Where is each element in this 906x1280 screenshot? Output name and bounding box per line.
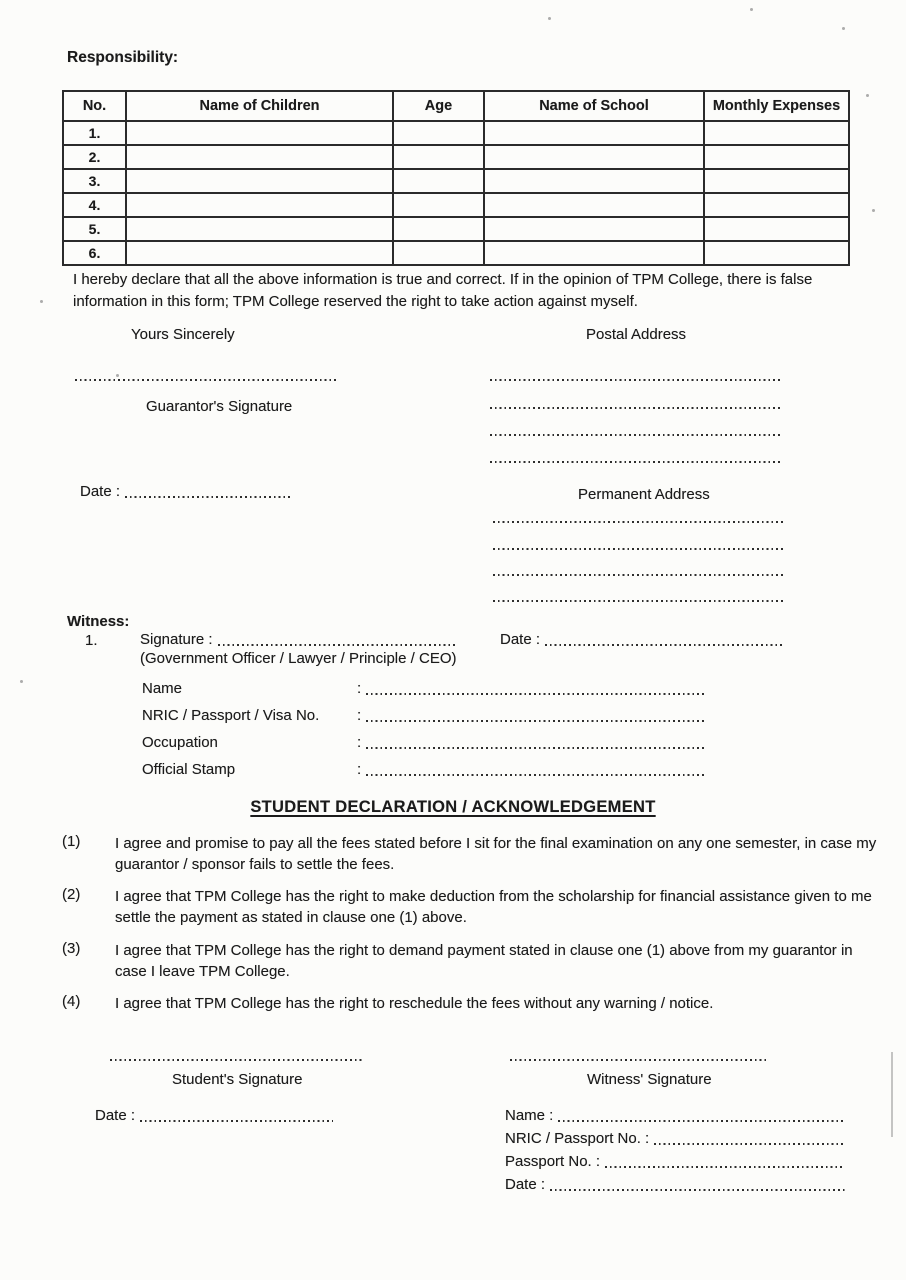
cell-name-of-children <box>126 241 393 265</box>
header-name-of-school: Name of School <box>484 91 704 121</box>
guarantor-date-label: Date : <box>80 483 121 500</box>
student-date-line <box>140 1107 333 1124</box>
row-number: 3. <box>63 169 126 193</box>
table-row <box>63 193 849 217</box>
permanent-address-line <box>493 588 785 602</box>
footer-witness-passport-line <box>605 1153 845 1170</box>
clause-number: (2) <box>62 886 81 903</box>
witness-name-line <box>366 680 707 697</box>
clause-number: (3) <box>62 940 81 957</box>
witness-occupation-line <box>366 734 707 751</box>
postal-address-line <box>490 367 782 381</box>
scan-speck <box>750 8 753 11</box>
guarantor-signature-caption: Guarantor's Signature <box>146 398 293 415</box>
scan-speck <box>548 17 551 20</box>
permanent-address-line <box>493 509 785 523</box>
witness-field-label-nric: NRIC / Passport / Visa No. <box>142 707 320 724</box>
scan-speck <box>866 94 869 97</box>
cell-monthly-expenses <box>704 217 849 241</box>
header-no: No. <box>63 91 126 121</box>
cell-name-of-school <box>484 121 704 145</box>
witness-signature-label: Signature : <box>140 631 213 648</box>
cell-monthly-expenses <box>704 169 849 193</box>
witness-signature-field <box>140 631 458 648</box>
witness-field-label-occupation: Occupation <box>142 734 218 751</box>
student-signature-line <box>110 1047 362 1061</box>
cell-name-of-school <box>484 241 704 265</box>
scan-streak <box>891 1052 893 1137</box>
witness-nric-line <box>366 707 707 724</box>
witness-field-nric <box>357 707 707 724</box>
row-number: 4. <box>63 193 126 217</box>
header-age: Age <box>393 91 484 121</box>
header-name-of-children: Name of Children <box>126 91 393 121</box>
postal-address-line <box>490 422 782 436</box>
cell-name-of-school <box>484 193 704 217</box>
row-number: 5. <box>63 217 126 241</box>
cell-age <box>393 241 484 265</box>
table-row <box>63 145 849 169</box>
cell-name-of-children <box>126 217 393 241</box>
table-row <box>63 121 849 145</box>
postal-address-line <box>490 449 782 463</box>
witness-qualifier: (Government Officer / Lawyer / Principle / CEO) <box>140 650 457 667</box>
scan-speck <box>842 27 845 30</box>
cell-name-of-children <box>126 121 393 145</box>
footer-witness-name-field <box>505 1107 845 1124</box>
footer-witness-name-line <box>558 1107 845 1124</box>
witness-field-label-name: Name <box>142 680 183 697</box>
footer-witness-date-label: Date : <box>505 1176 546 1193</box>
witness-field-occupation <box>357 734 707 751</box>
witness-signature-line-footer <box>510 1047 766 1061</box>
footer-witness-passport-label: Passport No. : <box>505 1153 601 1170</box>
table-header-row <box>63 91 849 121</box>
student-signature-caption: Student's Signature <box>172 1071 303 1088</box>
clause-text: I agree that TPM College has the right to reschedule the fees without any warning / notice. <box>115 995 714 1012</box>
yours-sincerely-label: Yours Sincerely <box>131 326 235 343</box>
cell-age <box>393 145 484 169</box>
guarantor-date-field <box>80 483 292 500</box>
cell-monthly-expenses <box>704 193 849 217</box>
colon: : <box>357 680 362 697</box>
responsibility-table <box>62 90 850 266</box>
cell-name-of-children <box>126 169 393 193</box>
footer-witness-nric-label: NRIC / Passport No. : <box>505 1130 650 1147</box>
cell-monthly-expenses <box>704 121 849 145</box>
postal-address-line <box>490 395 782 409</box>
row-number: 2. <box>63 145 126 169</box>
witness-date-field <box>500 631 784 648</box>
witness-official-stamp-line <box>366 761 707 778</box>
scan-speck <box>872 209 875 212</box>
witness-signature-caption: Witness' Signature <box>587 1071 712 1088</box>
witness-heading: Witness: <box>67 613 130 630</box>
cell-name-of-school <box>484 217 704 241</box>
row-number: 1. <box>63 121 126 145</box>
declaration-paragraph: I hereby declare that all the above information is true and correct. If in the opinion of TPM College, there is false information in this form; TPM College reserved the right to take action against myself. <box>73 271 813 310</box>
clause-text: I agree that TPM College has the right to demand payment stated in clause one (1) above from my guarantor in case I leave TPM College. <box>115 942 853 980</box>
student-date-field <box>95 1107 333 1124</box>
table-row <box>63 169 849 193</box>
guarantor-signature-line <box>75 367 337 381</box>
footer-witness-nric-line <box>654 1130 845 1147</box>
table-row <box>63 241 849 265</box>
clause-text: I agree and promise to pay all the fees stated before I sit for the final examination on any one semester, in case my guarantor / sponsor fails to settle the fees. <box>115 835 877 873</box>
cell-age <box>393 121 484 145</box>
colon: : <box>357 734 362 751</box>
cell-name-of-school <box>484 169 704 193</box>
cell-name-of-children <box>126 145 393 169</box>
cell-name-of-school <box>484 145 704 169</box>
permanent-address-line <box>493 536 785 550</box>
cell-name-of-children <box>126 193 393 217</box>
footer-witness-nric-field <box>505 1130 845 1147</box>
witness-field-name <box>357 680 707 697</box>
student-declaration-title: STUDENT DECLARATION / ACKNOWLEDGEMENT <box>250 798 656 816</box>
clause-number: (1) <box>62 833 81 850</box>
student-date-label: Date : <box>95 1107 136 1124</box>
permanent-address-line <box>493 562 785 576</box>
witness-field-label-official-stamp: Official Stamp <box>142 761 236 778</box>
header-monthly-expenses: Monthly Expenses <box>704 91 849 121</box>
student-declaration-title-row <box>0 798 906 817</box>
cell-age <box>393 217 484 241</box>
colon: : <box>357 761 362 778</box>
table-row <box>63 217 849 241</box>
footer-witness-date-line <box>550 1176 845 1193</box>
footer-witness-passport-field <box>505 1153 845 1170</box>
guarantor-date-line <box>125 483 292 500</box>
permanent-address-label: Permanent Address <box>578 486 710 503</box>
scan-speck <box>20 680 23 683</box>
colon: : <box>357 707 362 724</box>
responsibility-heading: Responsibility: <box>67 49 179 66</box>
footer-witness-name-label: Name : <box>505 1107 554 1124</box>
cell-age <box>393 193 484 217</box>
witness-field-official-stamp <box>357 761 707 778</box>
cell-age <box>393 169 484 193</box>
scan-speck <box>40 300 43 303</box>
clause-text: I agree that TPM College has the right to make deduction from the scholarship for financial assistance given to me settle the payment as stated in clause one (1) above. <box>115 888 872 926</box>
witness-date-line <box>545 631 784 648</box>
witness-date-label: Date : <box>500 631 541 648</box>
postal-address-label: Postal Address <box>586 326 687 343</box>
cell-monthly-expenses <box>704 241 849 265</box>
witness-item-number: 1. <box>85 632 98 649</box>
footer-witness-date-field <box>505 1176 845 1193</box>
clause-number: (4) <box>62 993 81 1010</box>
row-number: 6. <box>63 241 126 265</box>
witness-signature-line <box>218 631 458 648</box>
cell-monthly-expenses <box>704 145 849 169</box>
